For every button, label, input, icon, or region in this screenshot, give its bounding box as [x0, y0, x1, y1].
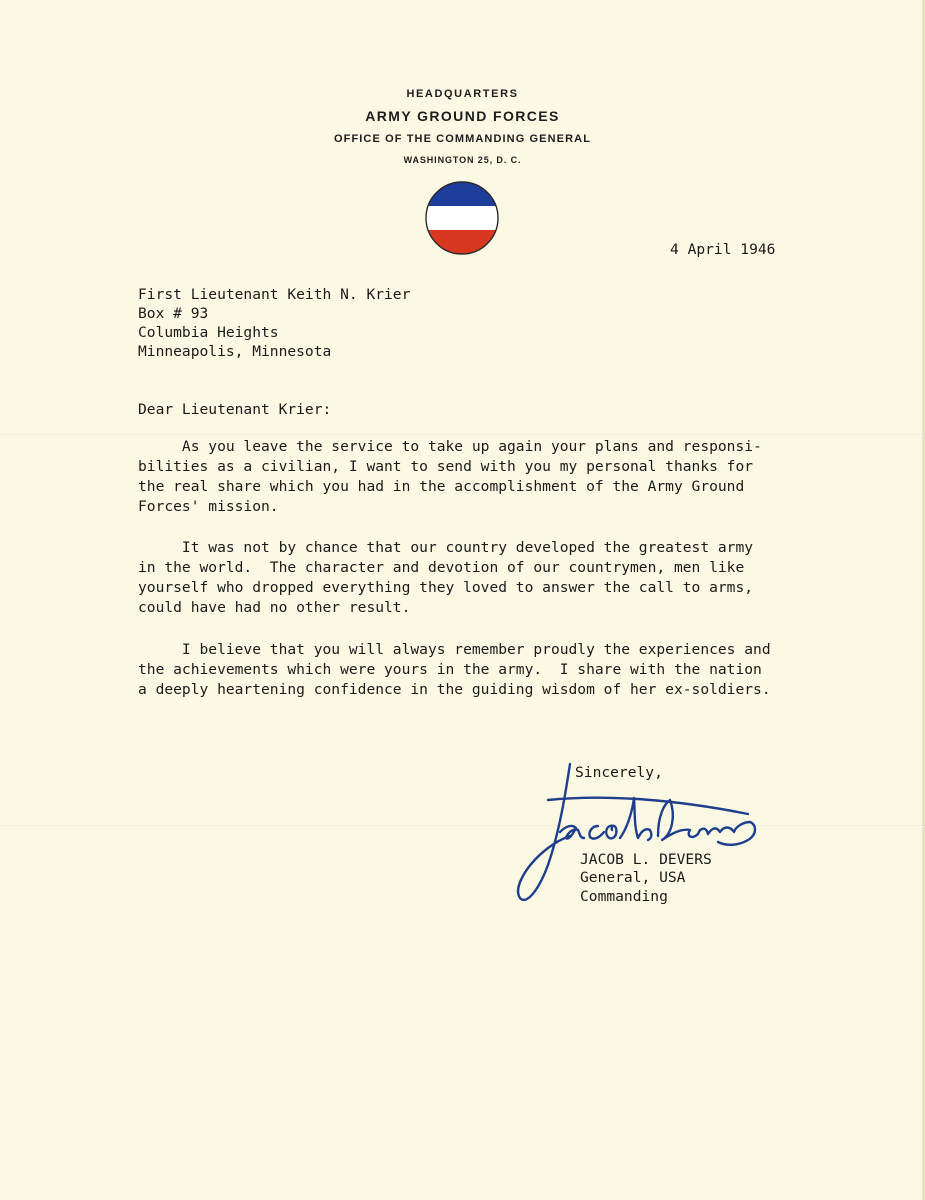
- paragraph-line: in the world. The character and devotion of our countrymen, men like: [138, 559, 745, 576]
- paragraph-line: yourself who dropped everything they loved to answer the call to arms,: [138, 579, 754, 596]
- paragraph-line: It was not by chance that our country developed the greatest army: [138, 539, 754, 556]
- paragraph-line: could have had no other result.: [138, 599, 411, 616]
- recipient-address-line: Minneapolis, Minnesota: [138, 343, 332, 360]
- letter-date: 4 April 1946: [670, 241, 776, 258]
- paragraph-line: I believe that you will always remember proudly the experiences and: [138, 641, 771, 658]
- body-paragraph-2: [138, 538, 753, 618]
- letterhead-location: WASHINGTON 25, D. C.: [403, 155, 522, 165]
- body-paragraph-3: [138, 640, 771, 700]
- paragraph-line: As you leave the service to take up again your plans and responsi-: [138, 438, 762, 455]
- recipient-name: First Lieutenant Keith N. Krier: [138, 286, 411, 303]
- paragraph-line: the achievements which were yours in the army. I share with the nation: [138, 661, 762, 678]
- letterhead-office: OFFICE OF THE COMMANDING GENERAL: [333, 133, 592, 145]
- signatory-title: Commanding: [580, 888, 668, 905]
- complimentary-closing: Sincerely,: [575, 764, 663, 781]
- body-paragraph-1: [138, 437, 762, 517]
- army-ground-forces-insignia-icon: [425, 181, 499, 255]
- signatory-name: JACOB L. DEVERS: [580, 851, 712, 868]
- paper-fold: [0, 825, 925, 827]
- letterhead-headquarters: HEADQUARTERS: [406, 88, 519, 100]
- paragraph-line: bilities as a civilian, I want to send with you my personal thanks for: [138, 458, 754, 475]
- salutation: Dear Lieutenant Krier:: [138, 401, 332, 418]
- recipient-address-line: Box # 93: [138, 305, 209, 322]
- paragraph-line: a deeply heartening confidence in the guiding wisdom of her ex-soldiers.: [138, 681, 771, 698]
- signatory-rank: General, USA: [580, 869, 686, 886]
- recipient-address-line: Columbia Heights: [138, 324, 279, 341]
- paragraph-line: the real share which you had in the accomplishment of the Army Ground: [138, 478, 745, 495]
- letterhead-organization: ARMY GROUND FORCES: [365, 108, 560, 124]
- paper-fold: [0, 434, 925, 436]
- paragraph-line: Forces' mission.: [138, 498, 279, 515]
